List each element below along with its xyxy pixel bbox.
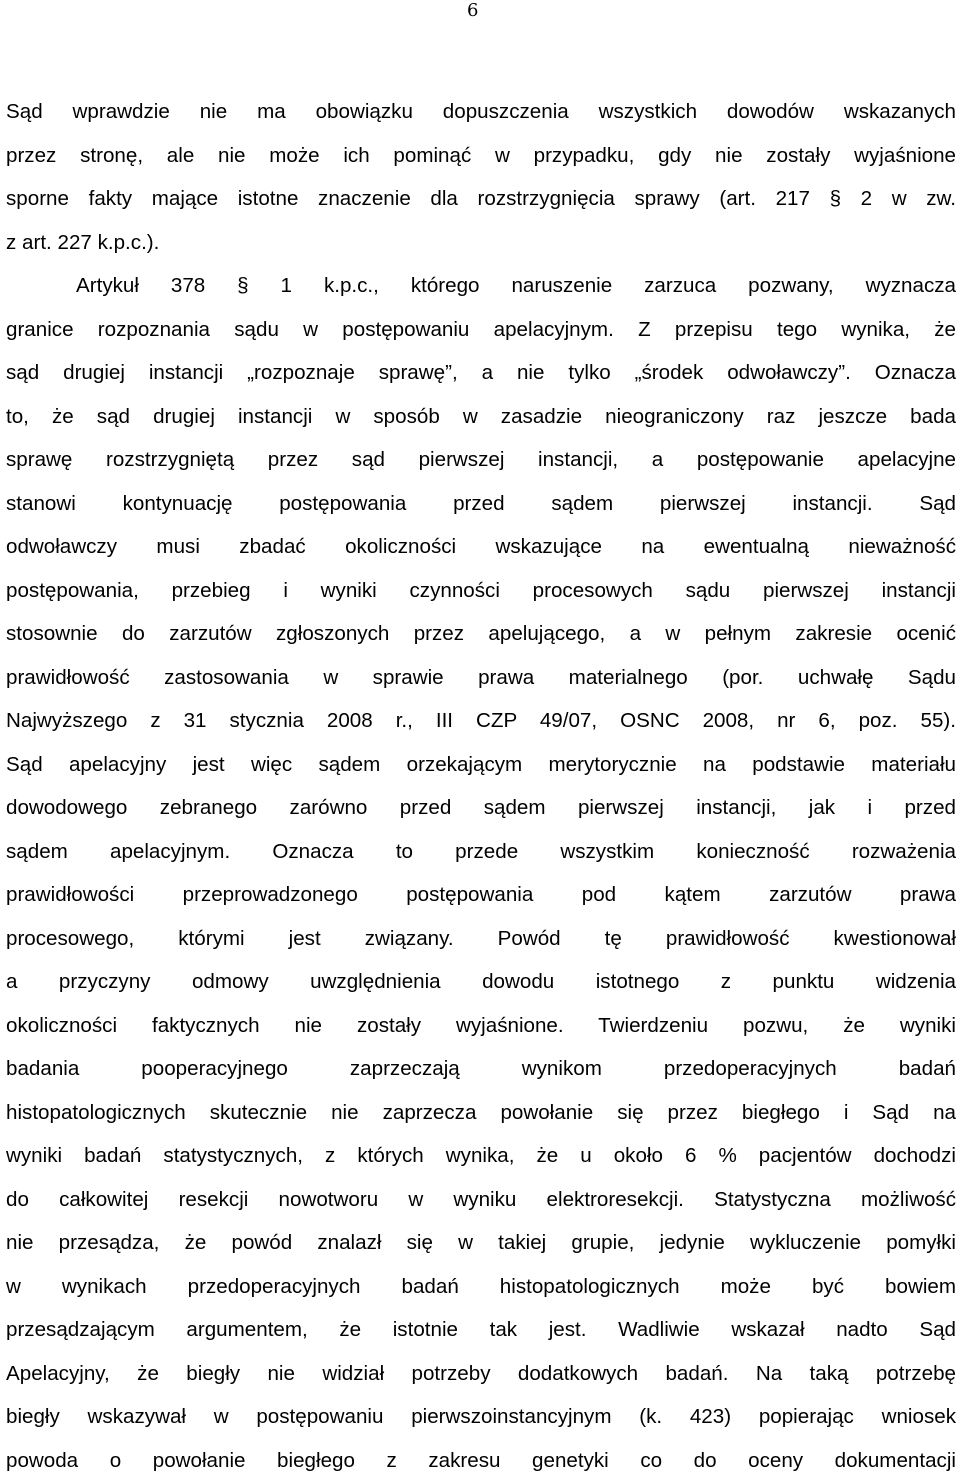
text-line: Najwyższego z 31 stycznia 2008 r., III CZP 49/07, OSNC 2008, nr 6, poz. 55).	[6, 709, 956, 732]
text-line: powoda o powołanie biegłego z zakresu genetyki co do oceny dokumentacji	[6, 1448, 956, 1472]
text-line: Artykuł 378 § 1 k.p.c., którego naruszenie zarzuca pozwany, wyznacza	[76, 274, 956, 297]
text-line: dowodowego zebranego zarówno przed sądem pierwszej instancji, jak i przed	[6, 796, 956, 819]
text-line: sądem apelacyjnym. Oznacza to przede wszystkim konieczność rozważenia	[6, 839, 956, 863]
text-line: granice rozpoznania sądu w postępowaniu apelacyjnym. Z przepisu tego wynika, że	[6, 317, 956, 341]
page-number: 6	[467, 0, 479, 21]
text-line: to, że sąd drugiej instancji w sposób w zasadzie nieograniczony raz jeszcze bada	[6, 404, 956, 428]
text-line: z art. 227 k.p.c.).	[6, 230, 160, 254]
document-body	[6, 90, 956, 1482]
text-line: a przyczyny odmowy uwzględnienia dowodu istotnego z punktu widzenia	[6, 970, 956, 993]
text-line: procesowego, którymi jest związany. Powód tę prawidłowość kwestionował	[6, 926, 956, 950]
text-line: prawidłowość zastosowania w sprawie prawa materialnego (por. uchwałę Sądu	[6, 665, 956, 689]
text-line: okoliczności faktycznych nie zostały wyjaśnione. Twierdzeniu pozwu, że wyniki	[6, 1013, 956, 1037]
text-line: przesądzającym argumentem, że istotnie tak jest. Wadliwie wskazał nadto Sąd	[6, 1318, 956, 1341]
text-line: stanowi kontynuację postępowania przed sądem pierwszej instancji. Sąd	[6, 491, 956, 515]
text-line: Apelacyjny, że biegły nie widział potrzeby dodatkowych badań. Na taką potrzebę	[6, 1361, 956, 1385]
text-line: biegły wskazywał w postępowaniu pierwszoinstancyjnym (k. 423) popierając wniosek	[6, 1405, 956, 1428]
text-line: do całkowitej resekcji nowotworu w wyniku elektroresekcji. Statystyczna możliwość	[6, 1187, 956, 1211]
text-line: badania pooperacyjnego zaprzeczają wynikom przedoperacyjnych badań	[6, 1057, 956, 1080]
text-line: w wynikach przedoperacyjnych badań histopatologicznych może być bowiem	[6, 1274, 956, 1298]
text-line: sąd drugiej instancji „rozpoznaje sprawę”, a nie tylko „środek odwoławczy”. Oznacza	[6, 361, 956, 384]
text-line: histopatologicznych skutecznie nie zaprzecza powołanie się przez biegłego i Sąd na	[6, 1100, 956, 1124]
text-line: wyniki badań statystycznych, z których wynika, że u około 6 % pacjentów dochodzi	[6, 1144, 956, 1167]
text-line: Sąd apelacyjny jest więc sądem orzekającym merytorycznie na podstawie materiału	[6, 752, 956, 776]
text-line: postępowania, przebieg i wyniki czynności procesowych sądu pierwszej instancji	[6, 578, 956, 602]
text-line: sprawę rozstrzygniętą przez sąd pierwszej instancji, a postępowanie apelacyjne	[6, 448, 956, 471]
text-line: prawidłowości przeprowadzonego postępowania pod kątem zarzutów prawa	[6, 883, 956, 906]
text-line: nie przesądza, że powód znalazł się w takiej grupie, jedynie wykluczenie pomyłki	[6, 1231, 956, 1254]
text-line: odwoławczy musi zbadać okoliczności wskazujące na ewentualną nieważność	[6, 535, 956, 558]
text-line: Sąd wprawdzie nie ma obowiązku dopuszczenia wszystkich dowodów wskazanych	[6, 100, 956, 123]
text-line: przez stronę, ale nie może ich pominąć w przypadku, gdy nie zostały wyjaśnione	[6, 143, 956, 167]
text-line: stosownie do zarzutów zgłoszonych przez apelującego, a w pełnym zakresie ocenić	[6, 622, 956, 645]
text-line: sporne fakty mające istotne znaczenie dla rozstrzygnięcia sprawy (art. 217 § 2 w zw.	[6, 187, 956, 210]
